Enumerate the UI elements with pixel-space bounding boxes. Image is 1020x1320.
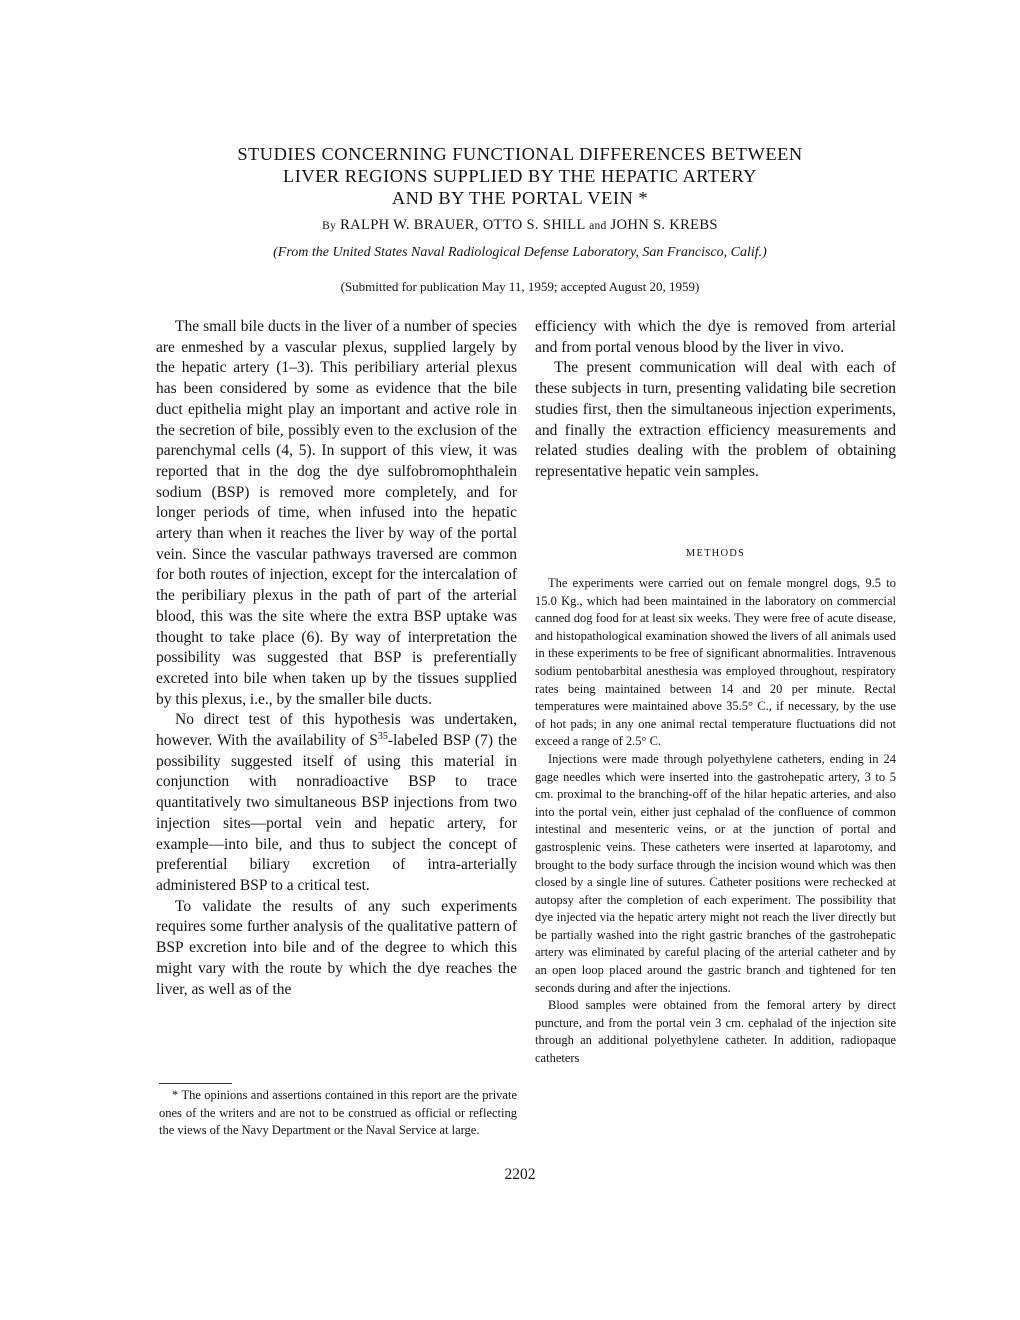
isotope-superscript: 35 (377, 730, 388, 742)
author-names-1: RALPH W. BRAUER, OTTO S. SHILL (340, 217, 586, 233)
title-line-3: AND BY THE PORTAL VEIN * (391, 188, 649, 208)
affiliation: (From the United States Naval Radiological Defense Laboratory, San Francisco, Calif.) (273, 245, 767, 260)
methods-section (535, 575, 896, 1068)
left-paragraph-2-end: -labeled BSP (7) the possibility suggested itself of using this material in conjunction with nonradioactive BSP to trace quantitatively two simultaneous BSP injections from two injection sites—portal vein and hepatic artery, for example—into bile, and thus to subject the concept of preferential biliary excretion of intra-arterially administered BSP to a critical test. (156, 732, 517, 894)
left-paragraph-3: To validate the results of any such experiments requires some further analysis of the qualitative pattern of BSP excretion into bile and of the degree to which this might vary with the route by which the dye reaches the liver, as well as of the (156, 897, 517, 998)
page-number: 2202 (504, 1166, 536, 1183)
title-line-1: STUDIES CONCERNING FUNCTIONAL DIFFERENCES BETWEEN (237, 144, 803, 164)
author-names-2: JOHN S. KREBS (610, 217, 718, 233)
methods-paragraph-1: The experiments were carried out on female mongrel dogs, 9.5 to 15.0 Kg., which had been maintained in the laboratory on commercial canned dog food for at least six weeks. They were free of acute disease, and histopathological examination showed the livers of all animals used in these experiments to be free of significant abnormalities. Intravenous sodium pentobarbital anesthesia was employed throughout, respiratory rates being maintained between 14 and 20 per minute. Rectal temperatures were maintained above 35.5° C., if necessary, by the use of hot pads; in any one animal rectal temperature fluctuations did not exceed a range of 2.5° C. (535, 576, 896, 749)
methods-paragraph-2: Injections were made through polyethylene catheters, ending in 24 gage needles which were inserted into the gastrohepatic artery, 3 to 5 cm. proximal to the branching-off of the hilar hepatic arteries, and also into the portal vein, either just cephalad of the confluence of common intestinal and mesenteric veins, or at the junction of portal and gastrosplenic veins. These catheters were inserted at laparotomy, and brought to the body surface through the incision wound which was then closed by a single line of sutures. Catheter positions were rechecked at autopsy after the completion of each experiment. The possibility that dye injected via the hepatic artery might not reach the liver directly but be partially washed into the right gastric branches of the gastrohepatic artery was eliminated by careful placing of the arterial catheter and by an open loop placed around the gastric branch and tightened for ten seconds during and after the injections. (535, 751, 896, 995)
byline-by: By (322, 220, 337, 232)
article-title (160, 143, 880, 209)
methods-heading: METHODS (685, 548, 746, 559)
byline-and: and (589, 220, 607, 232)
footnote-text: * The opinions and assertions contained in this report are the private ones of the writers and are not to be construed as official or reflecting the views of the Navy Department or the Naval Service at large. (159, 1088, 517, 1138)
left-paragraph-1: The small bile ducts in the liver of a number of species are enmeshed by a vascular plexus, supplied largely by the hepatic artery (1–3). This peribiliary arterial plexus has been considered by some as evidence that the bile duct epithelia might play an important and active role in the secretion of bile, possibly even to the exclusion of the parenchymal cells (4, 5). In support of this view, it was reported that in the dog the dye sulfobromophthalein sodium (BSP) is removed more completely, and for longer periods of time, when infused into the hepatic artery than when it reaches the liver by way of the portal vein. Since the vascular pathways traversed are common for both routes of injection, except for the intercalation of the peribiliary plexus in the path of part of the arterial blood, this was the site where the extra BSP uptake was thought to take place (6). By way of interpretation the possibility was suggested that BSP is preferentially excreted into bile when taken up by the tissues supplied by this plexus, i.e., by the smaller bile ducts. (156, 318, 517, 708)
footnote-divider (159, 1083, 232, 1084)
left-paragraph-2 (156, 710, 517, 896)
title-line-2: LIVER REGIONS SUPPLIED BY THE HEPATIC ARTERY (283, 166, 757, 186)
left-column (156, 317, 517, 1000)
author-byline (160, 217, 880, 234)
footnote (159, 1087, 517, 1140)
submission-dates: (Submitted for publication May 11, 1959; accepted August 20, 1959) (340, 279, 700, 294)
methods-paragraph-3: Blood samples were obtained from the femoral artery by direct puncture, and from the portal vein 3 cm. cephalad of the injection site through an additional polyethylene catheter. In addition, radiopaque catheters (535, 998, 896, 1066)
right-column-intro (535, 317, 896, 483)
right-paragraph-1: efficiency with which the dye is removed from arterial and from portal venous blood by the liver in vivo. (535, 318, 896, 356)
left-paragraph-2-start: No direct test of this hypothesis was undertaken, however. With the availability of S (156, 711, 517, 750)
right-paragraph-2: The present communication will deal with each of these subjects in turn, presenting validating bile secretion studies first, then the simultaneous injection experiments, and finally the extraction efficiency measurements and related studies dealing with the problem of obtaining representative hepatic vein samples. (535, 359, 896, 480)
